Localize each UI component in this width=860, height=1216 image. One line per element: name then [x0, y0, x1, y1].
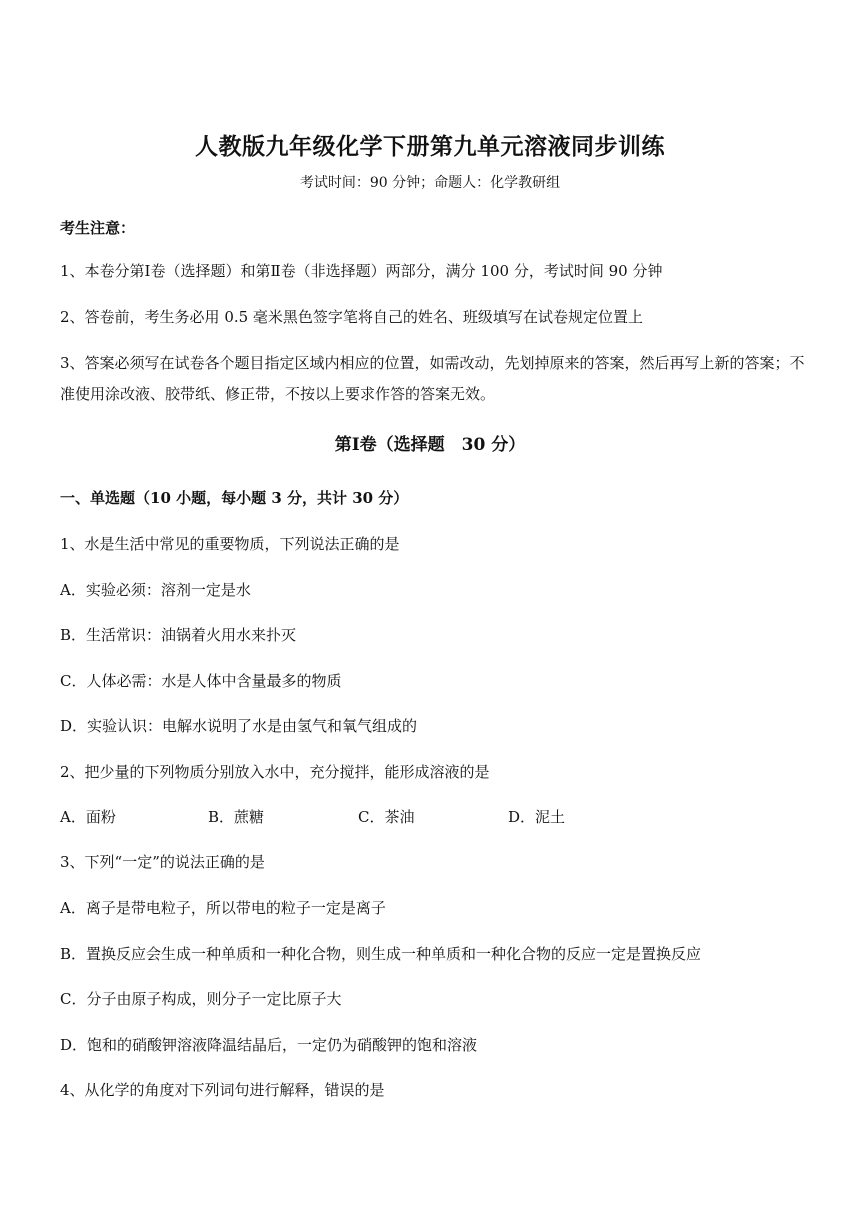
question-option: B．蔗糖 — [208, 808, 265, 826]
question-option: A．面粉 — [60, 808, 116, 826]
notice-item: 3、答案必须写在试卷各个题目指定区域内相应的位置，如需改动，先划掉原来的答案，然后再写上新的答案；不准使用涂改液、胶带纸、修正带，不按以上要求作答的答案无效。 — [60, 354, 805, 403]
question-option: B．置换反应会生成一种单质和一种化合物，则生成一种单质和一种化合物的反应一定是置换反应 — [60, 945, 702, 963]
question-stem: 1、水是生活中常见的重要物质，下列说法正确的是 — [60, 535, 400, 553]
question-option: A．离子是带电粒子，所以带电的粒子一定是离子 — [60, 899, 386, 917]
question-option: B．生活常识：油锅着火用水来扑灭 — [60, 626, 297, 644]
notice-heading: 考生注意： — [60, 219, 136, 237]
question-option: C．茶油 — [358, 808, 415, 826]
question-option: D．泥土 — [508, 808, 566, 826]
question-stem: 3、下列“一定”的说法正确的是 — [60, 853, 265, 871]
question-stem: 4、从化学的角度对下列词句进行解释，错误的是 — [60, 1081, 385, 1099]
question-stem: 2、把少量的下列物质分别放入水中，充分搅拌，能形成溶液的是 — [60, 763, 490, 781]
part-heading: 一、单选题（10 小题，每小题 3 分，共计 30 分） — [60, 489, 409, 507]
page-title: 人教版九年级化学下册第九单元溶液同步训练 — [195, 133, 665, 160]
question-option: C．人体必需：水是人体中含量最多的物质 — [60, 672, 342, 690]
notice-item: 2、答卷前，考生务必用 0.5 毫米黑色签字笔将自己的姓名、班级填写在试卷规定位置上 — [60, 308, 643, 326]
question-option: D．饱和的硝酸钾溶液降温结晶后，一定仍为硝酸钾的饱和溶液 — [60, 1036, 478, 1054]
question-option: D．实验认识：电解水说明了水是由氢气和氧气组成的 — [60, 717, 418, 735]
question-option: C．分子由原子构成，则分子一定比原子大 — [60, 990, 342, 1008]
exam-info: 考试时间：90 分钟；命题人：化学教研组 — [299, 175, 561, 191]
notice-item: 1、本卷分第Ⅰ卷（选择题）和第Ⅱ卷（非选择题）两部分，满分 100 分，考试时间 90 分钟 — [60, 262, 663, 280]
section-title: 第Ⅰ卷（选择题 30 分） — [334, 435, 526, 455]
question-option: A．实验必须：溶剂一定是水 — [60, 581, 251, 599]
